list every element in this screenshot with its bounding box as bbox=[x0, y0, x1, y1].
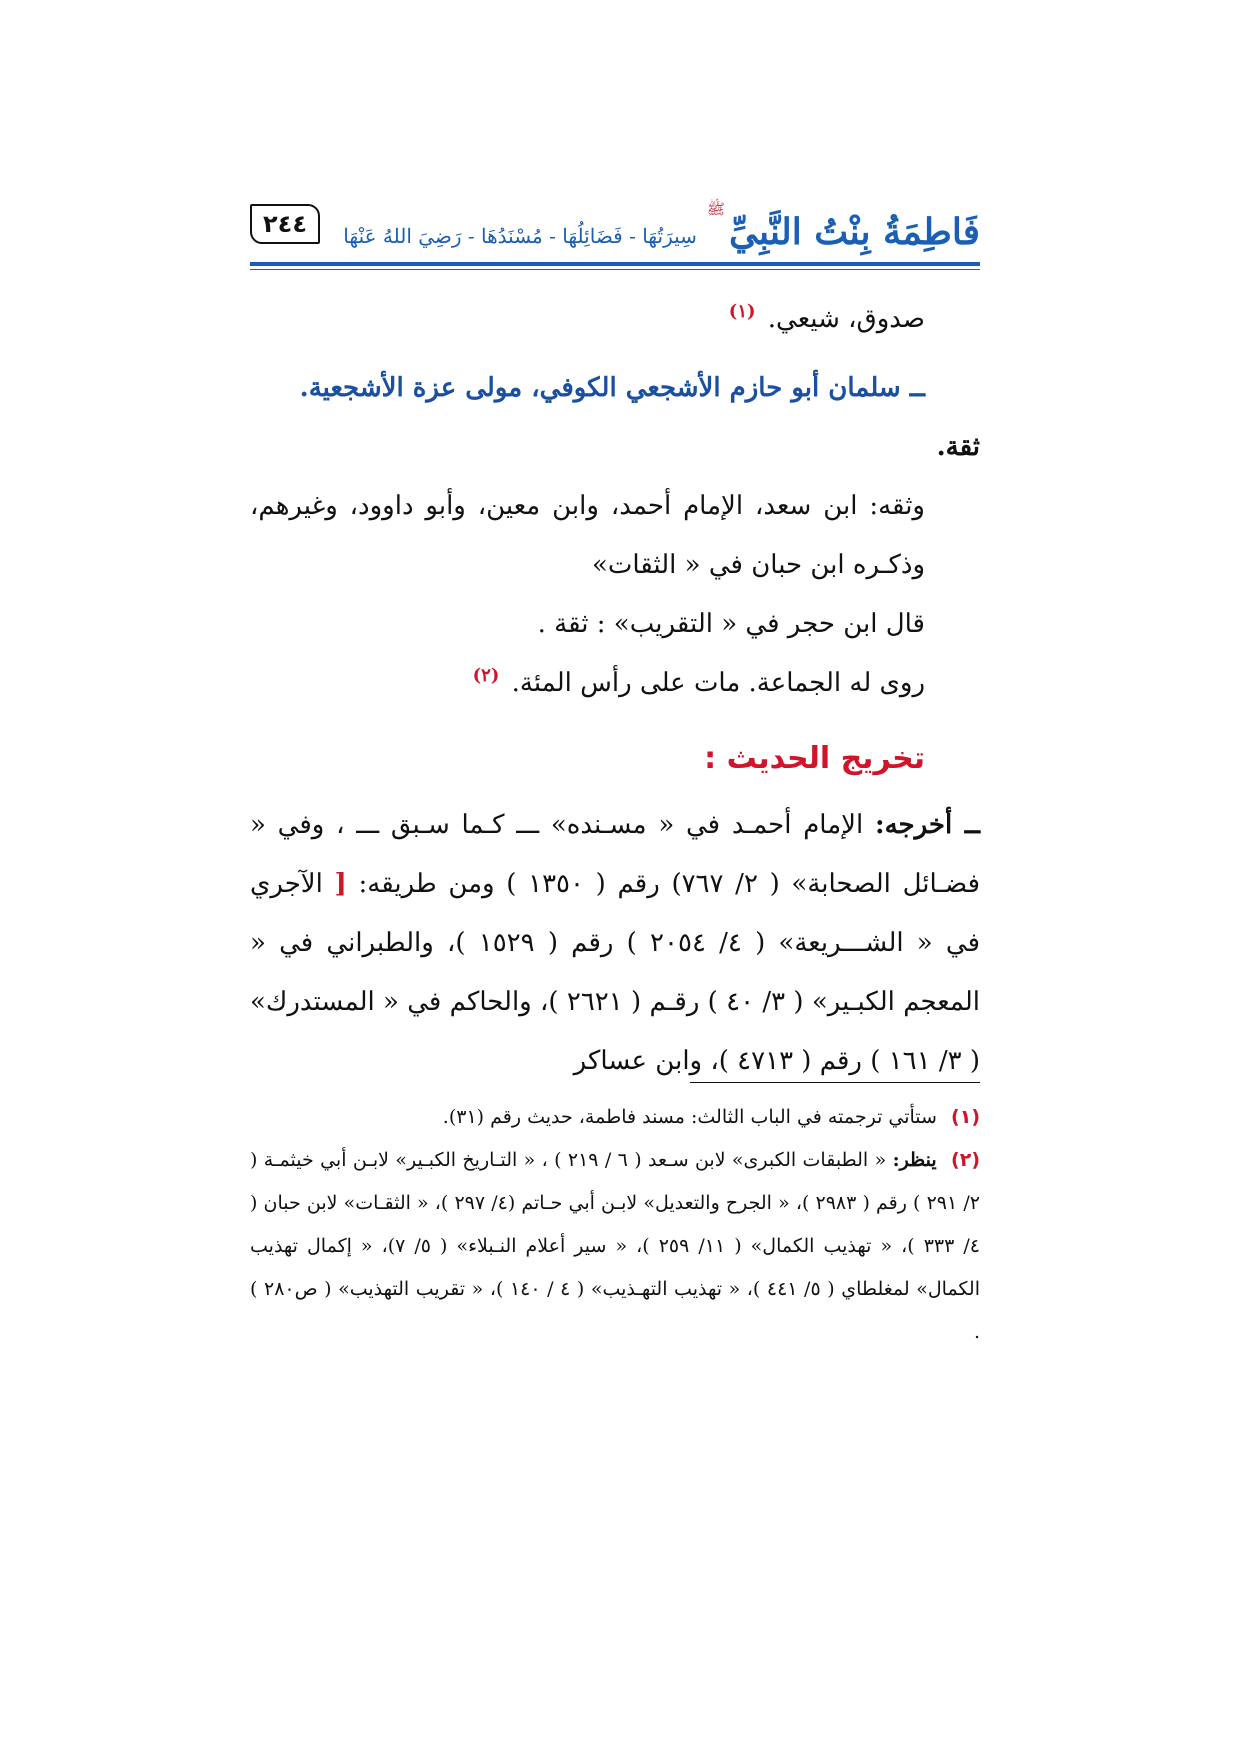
footnote-text: ستأتي ترجمته في الباب الثالث: مسند فاطمة، حديث رقم (٣١). bbox=[442, 1106, 937, 1128]
footnotes bbox=[250, 1096, 980, 1354]
book-title bbox=[340, 200, 980, 253]
section-heading-takhrij: تخريج الحديث : bbox=[704, 741, 925, 776]
riwaya-text: روى له الجماعة. مات على رأس المئة. bbox=[511, 668, 925, 698]
honorific-mark: ﷺ bbox=[706, 200, 726, 218]
footnote-number: (٢) bbox=[951, 1149, 981, 1171]
footnote-separator bbox=[690, 1082, 980, 1083]
page-number: ٢٤٤ bbox=[250, 204, 320, 244]
book-subtitle: سِيرَتُهَا - فَضَائِلُهَا - مُسْنَدُهَا - رَضِيَ اللهُ عَنْهَا bbox=[343, 224, 697, 248]
running-header bbox=[250, 200, 980, 260]
footnote-ref-1: (١) bbox=[728, 301, 756, 323]
footnote-2 bbox=[250, 1139, 980, 1354]
footnote-1 bbox=[250, 1096, 980, 1139]
takhrij-paragraph bbox=[250, 796, 980, 1091]
riwaya-line bbox=[250, 654, 980, 713]
footnote-number: (١) bbox=[951, 1106, 980, 1128]
narrator-grade: ثقة. bbox=[936, 432, 980, 462]
grade-text: صدوق، شيعي. bbox=[767, 304, 925, 334]
takhrij-text-2: الآجري في « الشـــريعة» ( ٤/ ٢٠٥٤ ) رقم ( ١٥٢٩ )، والطبراني في « المعجم الكبـير» ( ٣/ ٤٠ ) رقـم ( ٢٦٢١ )، والحاكم في « المستدرك» ( ٣/ ١٦١ ) رقم ( ٤٧١٣ )، وابن عساكر bbox=[250, 869, 981, 1076]
narrator-name: ــ سلمان أبو حازم الأشجعي الكوفي، مولى عزة الأشجعية. bbox=[299, 373, 925, 403]
narrator-grade-prev bbox=[250, 290, 980, 349]
ibn-hajar-line: قال ابن حجر في « التقريب» : ثقة . bbox=[537, 609, 925, 639]
footnote-ref-2: (٢) bbox=[472, 665, 500, 687]
book-title-main: فَاطِمَةُ بِنْتُ النَّبِيِّ bbox=[729, 211, 980, 253]
main-text bbox=[250, 290, 980, 1091]
footnote-text: « الطبقات الكبرى» لابن سـعد ( ٦ / ٢١٩ ) ، « التـاريخ الكبـير» لابـن أبي خيثمـة ( ٢/ ٢٩١ ) رقم ( ٢٩٨٣ )، « الجرح والتعديل» لابـن أبي حـاتم (٤/ ٢٩٧ )، « الثقـات» لابن حبان ( ٤/ ٣٣٣ )، « تهذيب الكمال» ( ١١/ ٢٥٩ )، « سير أعلام النـبلاء» ( ٥/ ٧)، « إكمال تهذيب الكمال» لمغلطاي ( ٥/ ٤٤١ )، « تهذيب التهـذيب» ( ٤ / ١٤٠ )، « تقريب التهذيب» ( ص٢٨٠ ) . bbox=[250, 1149, 980, 1343]
red-bracket: [ bbox=[334, 869, 347, 899]
header-rule bbox=[250, 262, 980, 270]
tawthiq-paragraph: وثقه: ابن سعد، الإمام أحمد، وابن معين، وأبو داوود، وغيرهم، وذكـره ابن حبان في « الثقات» bbox=[250, 491, 925, 580]
takhrij-lead: ــ أخرجه: bbox=[874, 810, 980, 840]
footnote-lead: ينظر: bbox=[892, 1149, 937, 1171]
takhrij-text-1: الإمام أحمـد في « مسـنده» ـــ كـما سـبق ـــ ، وفي « فضـائل الصحابة» ( ٢/ ٧٦٧) رقم ( ١٣٥٠ ) ومن طريقه: bbox=[250, 810, 981, 899]
